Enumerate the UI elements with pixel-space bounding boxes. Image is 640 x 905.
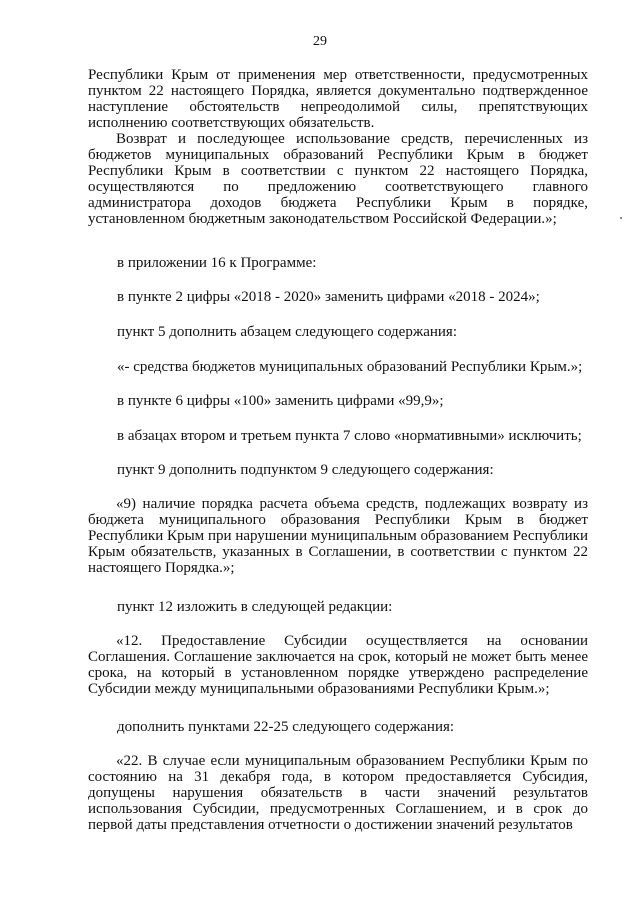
paragraph-item-12: пункт 12 изложить в следующей редакции: [117, 599, 393, 615]
paragraph-continuation: Республики Крым от применения мер ответственности, предусмотренных пунктом 22 настоящего Порядка, является документально подтвержденное наступление обстоятельств непреодолимой силы, препятствующих исполнению соответствующих обязательств. [88, 67, 588, 131]
paragraph-items-22-25: дополнить пунктами 22-25 следующего содержания: [117, 719, 455, 735]
paragraph-subitem-9: «9) наличие порядка расчета объема средств, подлежащих возврату из бюджета муниципального образования Республики Крым в бюджет Республики Крым при нарушении муниципальным образованием Республики Крым обязательств, указанных в Соглашении, в соответствии с пунктом 22 настоящего Порядка.»; [88, 496, 588, 576]
paragraph-item-22: «22. В случае если муниципальным образованием Республики Крым по состоянию на 31 декабря года, в котором предоставляется Субсидия, допущены нарушения обязательств в части значений результатов использования Субсидии, предусмотренных Соглашением, и в срок до первой даты представления отчетности о достижении значений результатов [88, 753, 588, 833]
paragraph-item-5: пункт 5 дополнить абзацем следующего содержания: [117, 324, 457, 340]
paragraph-return-of-funds: Возврат и последующее использование средств, перечисленных из бюджетов муниципальных образований Республики Крым в бюджет Республики Крым в соответствии с пунктом 22 настоящего Порядка, осуществляются по предложению соответствующего главного администратора доходов бюджета Республики Крым в порядке, установленном бюджетным законодательством Российской Федерации.»; [88, 131, 588, 227]
paragraph-item-12-text: «12. Предоставление Субсидии осуществляется на основании Соглашения. Соглашение заключается на срок, который не может быть менее срока, на который в установленном порядке утверждено распределение Субсидии между муниципальными образованиями Республики Крым.»; [88, 633, 588, 697]
margin-dot [620, 217, 622, 219]
paragraph-item-7: в абзацах втором и третьем пункта 7 слово «нормативными» исключить; [117, 428, 582, 444]
paragraph-item-9: пункт 9 дополнить подпунктом 9 следующего содержания: [117, 462, 494, 478]
paragraph-item-2: в пункте 2 цифры «2018 - 2020» заменить цифрами «2018 - 2024»; [117, 289, 540, 305]
paragraph-item-5-text: «- средства бюджетов муниципальных образований Республики Крым.»; [117, 359, 583, 375]
paragraph-item-6: в пункте 6 цифры «100» заменить цифрами «99,9»; [117, 393, 444, 409]
paragraph-appendix-16: в приложении 16 к Программе: [117, 255, 317, 271]
page-number: 29 [313, 34, 327, 49]
